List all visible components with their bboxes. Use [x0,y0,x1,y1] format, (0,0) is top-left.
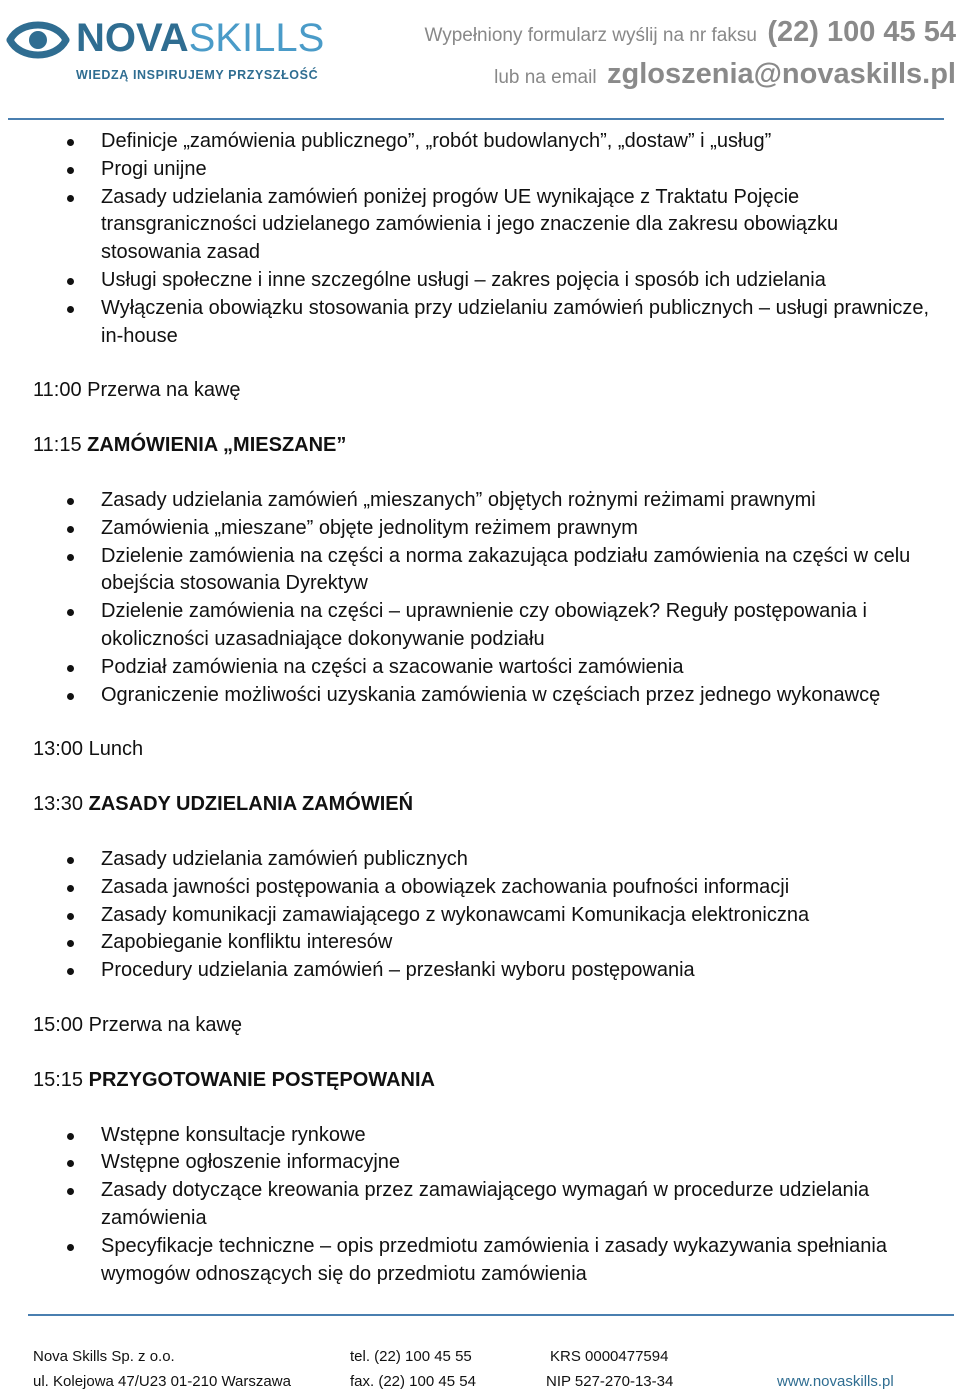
list-item: Podział zamówienia na części a szacowanie wartości zamówienia [0,654,960,682]
lunch-break: 13:00 Lunch [33,738,144,761]
page-header [0,0,960,122]
footer-company: Nova Skills Sp. z o.o. [33,1348,175,1365]
list-item: Zasady udzielania zamówień poniżej progów UE wynikające z Traktatu Pojęcie transgraniczności udzielanego zamówienia i jego znaczenie dla zakresu obowiązku stosowania zasad [0,184,960,267]
footer-address: ul. Kolejowa 47/U23 01-210 Warszawa [33,1373,291,1390]
footer-website-link[interactable]: www.novaskills.pl [777,1373,894,1390]
section1-list [0,487,960,709]
list-item: Zasady dotyczące kreowania przez zamawiającego wymagań w procedurze udzielania zamówienia [0,1177,960,1233]
fax-label: Wypełniony formularz wyślij na nr faksu [424,25,757,46]
logo-tagline: WIEDZĄ INSPIRUJEMY PRZYSZŁOŚĆ [76,68,319,82]
list-item: Procedury udzielania zamówień – przesłanki wyboru postępowania [0,957,960,985]
list-item: Zamówienia „mieszane” objęte jednolitym reżimem prawnym [0,515,960,543]
list-item: Specyfikacje techniczne – opis przedmiotu zamówienia i zasady wykazywania spełniania wymogów odnoszących się do przedmiotu zamówienia [0,1233,960,1289]
logo-wordmark: NOVASKILLS [76,16,325,60]
footer-krs: KRS 0000477594 [550,1348,669,1365]
footer-divider [28,1314,954,1316]
list-item: Progi unijne [0,156,960,184]
list-item: Zasady udzielania zamówień publicznych [0,846,960,874]
list-item: Definicje „zamówienia publicznego”, „robót budowlanych”, „dostaw” i „usług” [0,128,960,156]
list-item: Dzielenie zamówienia na części – uprawnienie czy obowiązek? Reguły postępowania i okoliczności uzasadniające dokonywanie podziału [0,598,960,654]
section2-list [0,846,960,985]
list-item: Wstępne ogłoszenie informacyjne [0,1149,960,1177]
list-item: Zasady udzielania zamówień „mieszanych” objętych rożnymi reżimami prawnymi [0,487,960,515]
list-item: Usługi społeczne i inne szczególne usługi – zakres pojęcia i sposób ich udzielania [0,267,960,295]
break-coffee-1: 11:00 Przerwa na kawę [33,379,241,402]
list-item: Wstępne konsultacje rynkowe [0,1122,960,1150]
list-item: Wyłączenia obowiązku stosowania przy udzielaniu zamówień publicznych – usługi prawnicze, in-house [0,295,960,351]
fax-number: (22) 100 45 54 [767,16,956,48]
footer-fax: fax. (22) 100 45 54 [350,1373,476,1390]
page-footer [0,1345,960,1395]
break-coffee-2: 15:00 Przerwa na kawę [33,1013,243,1036]
section-heading-mixed: 11:15 ZAMÓWIENIA „MIESZANE” [33,434,347,457]
email-address[interactable]: zgloszenia@novaskills.pl [607,58,956,90]
email-contact [494,58,956,91]
list-item: Zasada jawności postępowania a obowiązek zachowania poufności informacji [0,874,960,902]
novaskills-logo [6,10,356,84]
intro-list [0,128,960,350]
section3-list [0,1122,960,1289]
footer-tel: tel. (22) 100 45 55 [350,1348,472,1365]
list-item: Zapobieganie konfliktu interesów [0,929,960,957]
list-item: Ograniczenie możliwości uzyskania zamówienia w częściach przez jednego wykonawcę [0,682,960,710]
header-divider [8,118,944,120]
section-heading-preparation: 15:15 PRZYGOTOWANIE POSTĘPOWANIA [33,1068,435,1091]
fax-contact [424,16,956,49]
eye-logo-icon [6,12,70,68]
list-item: Dzielenie zamówienia na części a norma zakazująca podziału zamówienia na części w celu obejścia stosowania Dyrektyw [0,543,960,599]
agenda-content [0,128,960,1288]
email-label: lub na email [494,67,597,88]
footer-nip: NIP 527-270-13-34 [546,1373,674,1390]
list-item: Zasady komunikacji zamawiającego z wykonawcami Komunikacja elektroniczna [0,902,960,930]
section-heading-rules: 13:30 ZASADY UDZIELANIA ZAMÓWIEŃ [33,793,414,816]
